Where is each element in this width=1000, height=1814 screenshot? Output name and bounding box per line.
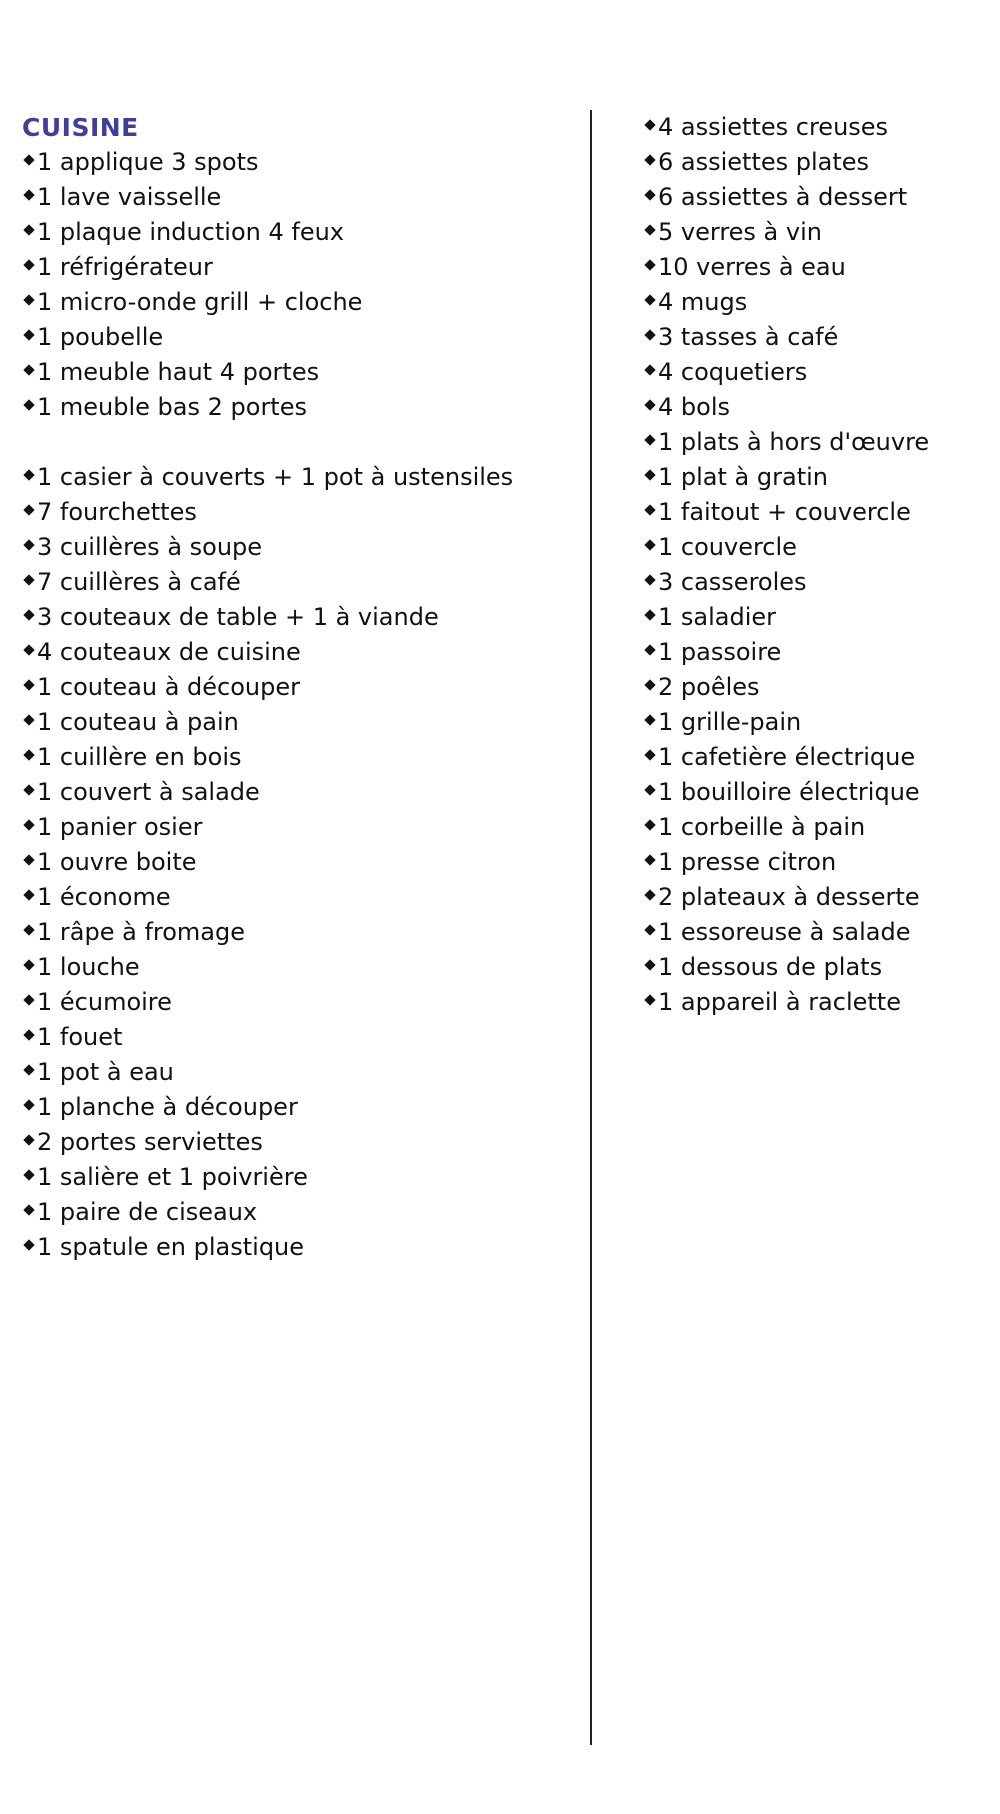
list-item <box>22 880 582 915</box>
list-item <box>643 950 983 985</box>
item-label: 1 presse citron <box>658 848 837 876</box>
item-label: 1 cafetière électrique <box>658 743 916 771</box>
item-label: 7 fourchettes <box>37 498 197 526</box>
list-item <box>643 110 983 145</box>
right-column <box>643 110 983 1020</box>
list-item <box>22 1090 582 1125</box>
list-item <box>22 180 582 215</box>
item-label: 4 mugs <box>658 288 748 316</box>
list-item <box>22 810 582 845</box>
diamond-bullet-icon <box>23 749 34 760</box>
list-item <box>643 845 983 880</box>
item-label: 1 grille-pain <box>658 708 802 736</box>
item-label: 1 essoreuse à salade <box>658 918 911 946</box>
item-label: 1 couteau à pain <box>37 708 239 736</box>
diamond-bullet-icon <box>23 154 34 165</box>
column-divider <box>590 110 592 1745</box>
item-label: 5 verres à vin <box>658 218 822 246</box>
list-item <box>643 985 983 1020</box>
item-label: 1 planche à découper <box>37 1093 298 1121</box>
list-item <box>643 775 983 810</box>
diamond-bullet-icon <box>23 784 34 795</box>
list-item <box>22 250 582 285</box>
item-label: 1 couteau à découper <box>37 673 301 701</box>
item-label: 1 meuble bas 2 portes <box>37 393 307 421</box>
list-item <box>22 215 582 250</box>
item-label: 1 ouvre boite <box>37 848 197 876</box>
list-item <box>22 1055 582 1090</box>
list-item <box>643 915 983 950</box>
list-item <box>643 880 983 915</box>
diamond-bullet-icon <box>23 574 34 585</box>
group-spacer <box>22 425 582 460</box>
diamond-bullet-icon <box>644 784 655 795</box>
diamond-bullet-icon <box>23 1204 34 1215</box>
list-item <box>22 1195 582 1230</box>
diamond-bullet-icon <box>23 259 34 270</box>
item-label: 1 casier à couverts + 1 pot à ustensiles <box>37 463 514 491</box>
item-label: 1 louche <box>37 953 140 981</box>
diamond-bullet-icon <box>644 469 655 480</box>
item-label: 1 cuillère en bois <box>37 743 242 771</box>
list-item <box>643 740 983 775</box>
list-item <box>643 565 983 600</box>
list-item <box>643 250 983 285</box>
diamond-bullet-icon <box>644 819 655 830</box>
item-label: 1 couvercle <box>658 533 797 561</box>
item-label: 1 fouet <box>37 1023 123 1051</box>
diamond-bullet-icon <box>23 294 34 305</box>
diamond-bullet-icon <box>644 434 655 445</box>
list-item <box>22 950 582 985</box>
list-item <box>22 985 582 1020</box>
item-label: 1 meuble haut 4 portes <box>37 358 320 386</box>
diamond-bullet-icon <box>23 1169 34 1180</box>
item-label: 4 couteaux de cuisine <box>37 638 301 666</box>
diamond-bullet-icon <box>23 189 34 200</box>
item-label: 1 poubelle <box>37 323 164 351</box>
item-label: 1 panier osier <box>37 813 203 841</box>
item-label: 1 appareil à raclette <box>658 988 901 1016</box>
item-label: 1 plaque induction 4 feux <box>37 218 344 246</box>
list-item <box>643 670 983 705</box>
diamond-bullet-icon <box>644 994 655 1005</box>
item-label: 3 couteaux de table + 1 à viande <box>37 603 439 631</box>
item-label: 1 râpe à fromage <box>37 918 245 946</box>
item-label: 4 bols <box>658 393 730 421</box>
diamond-bullet-icon <box>644 714 655 725</box>
list-item <box>643 600 983 635</box>
list-item <box>22 775 582 810</box>
list-item <box>643 320 983 355</box>
diamond-bullet-icon <box>644 959 655 970</box>
item-label: 1 passoire <box>658 638 782 666</box>
diamond-bullet-icon <box>23 679 34 690</box>
diamond-bullet-icon <box>23 1064 34 1075</box>
diamond-bullet-icon <box>23 959 34 970</box>
item-label: 1 applique 3 spots <box>37 148 259 176</box>
list-item <box>22 635 582 670</box>
diamond-bullet-icon <box>644 749 655 760</box>
item-label: 6 assiettes à dessert <box>658 183 908 211</box>
diamond-bullet-icon <box>644 924 655 935</box>
diamond-bullet-icon <box>23 924 34 935</box>
item-label: 1 plat à gratin <box>658 463 828 491</box>
diamond-bullet-icon <box>23 329 34 340</box>
list-item <box>643 215 983 250</box>
diamond-bullet-icon <box>644 539 655 550</box>
diamond-bullet-icon <box>644 889 655 900</box>
diamond-bullet-icon <box>23 539 34 550</box>
list-item <box>643 530 983 565</box>
section-title: CUISINE <box>22 113 139 142</box>
diamond-bullet-icon <box>23 714 34 725</box>
item-label: 1 salière et 1 poivrière <box>37 1163 308 1191</box>
left-group-2-list <box>22 460 582 1265</box>
item-label: 1 pot à eau <box>37 1058 174 1086</box>
list-item <box>643 705 983 740</box>
list-item <box>643 285 983 320</box>
diamond-bullet-icon <box>23 1239 34 1250</box>
list-item <box>22 320 582 355</box>
item-label: 1 bouilloire électrique <box>658 778 920 806</box>
diamond-bullet-icon <box>644 399 655 410</box>
list-item <box>22 390 582 425</box>
item-label: 3 tasses à café <box>658 323 839 351</box>
diamond-bullet-icon <box>644 364 655 375</box>
item-label: 1 micro-onde grill + cloche <box>37 288 363 316</box>
list-item <box>643 390 983 425</box>
list-item <box>22 495 582 530</box>
list-item <box>22 1230 582 1265</box>
item-label: 7 cuillères à café <box>37 568 241 596</box>
list-item <box>643 810 983 845</box>
item-label: 1 corbeille à pain <box>658 813 866 841</box>
item-label: 3 casseroles <box>658 568 807 596</box>
list-item <box>22 145 582 180</box>
item-label: 1 couvert à salade <box>37 778 260 806</box>
diamond-bullet-icon <box>23 224 34 235</box>
diamond-bullet-icon <box>23 889 34 900</box>
list-item <box>643 145 983 180</box>
list-item <box>22 1160 582 1195</box>
diamond-bullet-icon <box>23 994 34 1005</box>
left-group-1-list <box>22 145 582 425</box>
list-item <box>643 635 983 670</box>
left-group-1 <box>22 145 582 425</box>
diamond-bullet-icon <box>23 469 34 480</box>
item-label: 1 dessous de plats <box>658 953 883 981</box>
list-item <box>22 460 582 495</box>
left-group-2 <box>22 460 582 1265</box>
diamond-bullet-icon <box>23 1029 34 1040</box>
item-label: 2 poêles <box>658 673 760 701</box>
item-label: 1 lave vaisselle <box>37 183 222 211</box>
diamond-bullet-icon <box>644 504 655 515</box>
diamond-bullet-icon <box>23 609 34 620</box>
item-label: 4 coquetiers <box>658 358 808 386</box>
diamond-bullet-icon <box>644 154 655 165</box>
item-label: 1 écumoire <box>37 988 172 1016</box>
diamond-bullet-icon <box>23 1134 34 1145</box>
item-label: 2 portes serviettes <box>37 1128 263 1156</box>
item-label: 3 cuillères à soupe <box>37 533 263 561</box>
diamond-bullet-icon <box>644 294 655 305</box>
item-label: 1 réfrigérateur <box>37 253 213 281</box>
list-item <box>22 1020 582 1055</box>
diamond-bullet-icon <box>23 854 34 865</box>
item-label: 10 verres à eau <box>658 253 846 281</box>
list-item <box>22 1125 582 1160</box>
list-item <box>22 740 582 775</box>
list-item <box>643 495 983 530</box>
diamond-bullet-icon <box>23 819 34 830</box>
item-label: 1 spatule en plastique <box>37 1233 305 1261</box>
list-item <box>22 670 582 705</box>
diamond-bullet-icon <box>644 574 655 585</box>
diamond-bullet-icon <box>644 644 655 655</box>
diamond-bullet-icon <box>644 119 655 130</box>
diamond-bullet-icon <box>644 259 655 270</box>
item-label: 4 assiettes creuses <box>658 113 889 141</box>
diamond-bullet-icon <box>23 504 34 515</box>
item-label: 1 saladier <box>658 603 777 631</box>
diamond-bullet-icon <box>644 224 655 235</box>
item-label: 1 plats à hors d'œuvre <box>658 428 930 456</box>
diamond-bullet-icon <box>644 609 655 620</box>
diamond-bullet-icon <box>644 854 655 865</box>
left-column <box>22 110 582 1265</box>
list-item <box>643 460 983 495</box>
item-label: 6 assiettes plates <box>658 148 870 176</box>
list-item <box>22 565 582 600</box>
item-label: 1 économe <box>37 883 171 911</box>
diamond-bullet-icon <box>644 189 655 200</box>
list-item <box>22 530 582 565</box>
item-label: 1 faitout + couvercle <box>658 498 911 526</box>
list-item <box>643 425 983 460</box>
diamond-bullet-icon <box>23 364 34 375</box>
list-item <box>22 285 582 320</box>
diamond-bullet-icon <box>644 679 655 690</box>
diamond-bullet-icon <box>644 329 655 340</box>
list-item <box>22 705 582 740</box>
diamond-bullet-icon <box>23 644 34 655</box>
list-item <box>22 355 582 390</box>
list-item <box>643 355 983 390</box>
list-item <box>22 915 582 950</box>
list-item <box>643 180 983 215</box>
list-item <box>22 845 582 880</box>
diamond-bullet-icon <box>23 399 34 410</box>
list-item <box>22 600 582 635</box>
item-label: 2 plateaux à desserte <box>658 883 920 911</box>
diamond-bullet-icon <box>23 1099 34 1110</box>
item-label: 1 paire de ciseaux <box>37 1198 258 1226</box>
